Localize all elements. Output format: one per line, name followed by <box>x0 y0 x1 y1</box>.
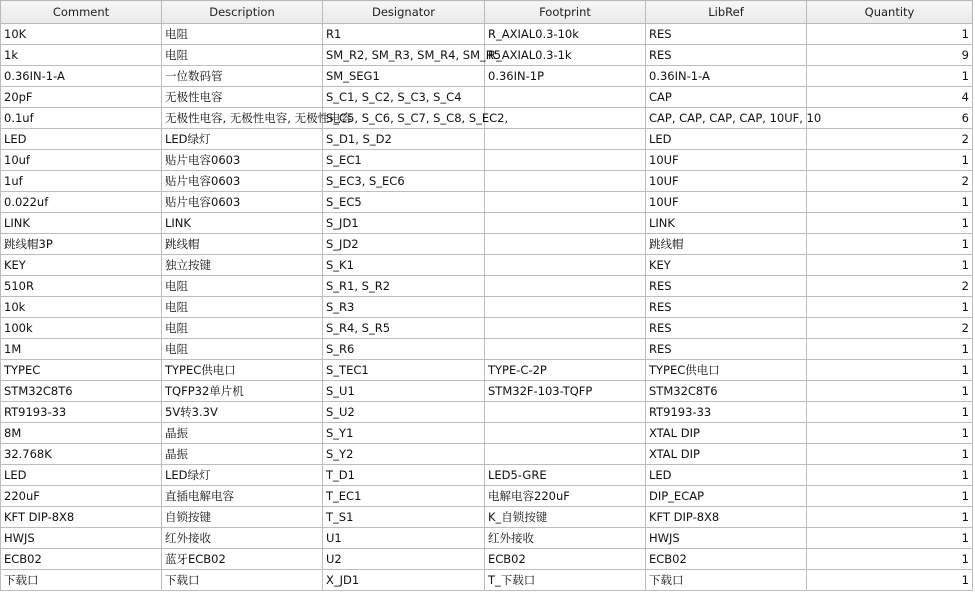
footprint-cell[interactable]: TYPE-C-2P <box>485 360 646 381</box>
quantity-cell[interactable]: 1 <box>807 423 973 444</box>
footprint-cell[interactable] <box>485 318 646 339</box>
comment-cell[interactable]: STM32C8T6 <box>1 381 162 402</box>
libref-cell[interactable]: KEY <box>646 255 807 276</box>
libref-cell[interactable]: ECB02 <box>646 549 807 570</box>
comment-cell[interactable]: 510R <box>1 276 162 297</box>
quantity-cell[interactable]: 1 <box>807 528 973 549</box>
table-row[interactable] <box>1 549 973 570</box>
quantity-cell[interactable]: 1 <box>807 486 973 507</box>
table-row[interactable] <box>1 381 973 402</box>
designator-cell[interactable]: S_D1, S_D2 <box>323 129 485 150</box>
footprint-cell[interactable] <box>485 255 646 276</box>
comment-cell[interactable]: LINK <box>1 213 162 234</box>
footprint-cell[interactable] <box>485 108 646 129</box>
description-cell[interactable]: TQFP32单片机 <box>162 381 323 402</box>
libref-cell[interactable]: HWJS <box>646 528 807 549</box>
libref-cell[interactable]: CAP <box>646 87 807 108</box>
libref-cell[interactable]: RES <box>646 45 807 66</box>
comment-cell[interactable]: 跳线帽3P <box>1 234 162 255</box>
comment-cell[interactable]: 0.36IN-1-A <box>1 66 162 87</box>
designator-cell[interactable]: U2 <box>323 549 485 570</box>
quantity-cell[interactable]: 2 <box>807 318 973 339</box>
libref-cell[interactable]: 0.36IN-1-A <box>646 66 807 87</box>
comment-cell[interactable]: 10K <box>1 24 162 45</box>
description-cell[interactable]: LINK <box>162 213 323 234</box>
footprint-cell[interactable] <box>485 171 646 192</box>
comment-cell[interactable]: 0.1uf <box>1 108 162 129</box>
footprint-cell[interactable]: ECB02 <box>485 549 646 570</box>
table-row[interactable] <box>1 339 973 360</box>
designator-cell[interactable]: S_EC5 <box>323 192 485 213</box>
libref-cell[interactable]: LED <box>646 465 807 486</box>
table-row[interactable] <box>1 486 973 507</box>
table-row[interactable] <box>1 24 973 45</box>
comment-cell[interactable]: 8M <box>1 423 162 444</box>
description-cell[interactable]: 电阻 <box>162 297 323 318</box>
quantity-cell[interactable]: 1 <box>807 402 973 423</box>
footprint-cell[interactable]: K_自锁按键 <box>485 507 646 528</box>
footprint-cell[interactable]: LED5-GRE <box>485 465 646 486</box>
libref-cell[interactable]: 10UF <box>646 192 807 213</box>
description-cell[interactable]: 红外接收 <box>162 528 323 549</box>
footprint-cell[interactable]: 红外接收 <box>485 528 646 549</box>
libref-cell[interactable]: RES <box>646 276 807 297</box>
footprint-cell[interactable]: 电解电容220uF <box>485 486 646 507</box>
table-row[interactable] <box>1 234 973 255</box>
comment-cell[interactable]: 10k <box>1 297 162 318</box>
libref-cell[interactable]: 下载口 <box>646 570 807 591</box>
designator-cell[interactable]: S_R1, S_R2 <box>323 276 485 297</box>
description-cell[interactable]: 直插电解电容 <box>162 486 323 507</box>
designator-cell[interactable]: S_JD1 <box>323 213 485 234</box>
quantity-cell[interactable]: 1 <box>807 549 973 570</box>
footprint-cell[interactable] <box>485 444 646 465</box>
table-row[interactable] <box>1 129 973 150</box>
quantity-cell[interactable]: 1 <box>807 24 973 45</box>
comment-cell[interactable]: 100k <box>1 318 162 339</box>
description-cell[interactable]: 电阻 <box>162 24 323 45</box>
description-cell[interactable]: 无极性电容, 无极性电容, 无极性电容 <box>162 108 323 129</box>
description-cell[interactable]: 电阻 <box>162 276 323 297</box>
libref-cell[interactable]: TYPEC供电口 <box>646 360 807 381</box>
table-row[interactable] <box>1 171 973 192</box>
table-row[interactable] <box>1 444 973 465</box>
libref-cell[interactable]: CAP, CAP, CAP, CAP, 10UF, 10 <box>646 108 807 129</box>
designator-cell[interactable]: S_EC1 <box>323 150 485 171</box>
footprint-cell[interactable]: R_AXIAL0.3-10k <box>485 24 646 45</box>
description-cell[interactable]: 电阻 <box>162 339 323 360</box>
designator-cell[interactable]: S_R4, S_R5 <box>323 318 485 339</box>
designator-cell[interactable]: S_Y1 <box>323 423 485 444</box>
comment-cell[interactable]: 1uf <box>1 171 162 192</box>
description-cell[interactable]: 蓝牙ECB02 <box>162 549 323 570</box>
quantity-cell[interactable]: 6 <box>807 108 973 129</box>
quantity-cell[interactable]: 1 <box>807 234 973 255</box>
column-header-designator[interactable]: Designator <box>323 1 485 24</box>
description-cell[interactable]: 贴片电容0603 <box>162 171 323 192</box>
description-cell[interactable]: 自锁按键 <box>162 507 323 528</box>
table-row[interactable] <box>1 318 973 339</box>
designator-cell[interactable]: S_U2 <box>323 402 485 423</box>
description-cell[interactable]: 电阻 <box>162 318 323 339</box>
designator-cell[interactable]: S_K1 <box>323 255 485 276</box>
footprint-cell[interactable] <box>485 423 646 444</box>
table-row[interactable] <box>1 87 973 108</box>
description-cell[interactable]: 一位数码管 <box>162 66 323 87</box>
description-cell[interactable]: 独立按键 <box>162 255 323 276</box>
comment-cell[interactable]: LED <box>1 129 162 150</box>
table-row[interactable] <box>1 213 973 234</box>
footprint-cell[interactable]: R_AXIAL0.3-1k <box>485 45 646 66</box>
designator-cell[interactable]: X_JD1 <box>323 570 485 591</box>
column-header-comment[interactable]: Comment <box>1 1 162 24</box>
libref-cell[interactable]: LINK <box>646 213 807 234</box>
table-row[interactable] <box>1 402 973 423</box>
designator-cell[interactable]: T_S1 <box>323 507 485 528</box>
footprint-cell[interactable] <box>485 234 646 255</box>
table-row[interactable] <box>1 66 973 87</box>
libref-cell[interactable]: STM32C8T6 <box>646 381 807 402</box>
comment-cell[interactable]: 32.768K <box>1 444 162 465</box>
designator-cell[interactable]: T_D1 <box>323 465 485 486</box>
table-header <box>1 1 973 24</box>
quantity-cell[interactable]: 1 <box>807 381 973 402</box>
description-cell[interactable]: TYPEC供电口 <box>162 360 323 381</box>
comment-cell[interactable]: 1k <box>1 45 162 66</box>
designator-cell[interactable]: T_EC1 <box>323 486 485 507</box>
quantity-cell[interactable]: 2 <box>807 171 973 192</box>
comment-cell[interactable]: 0.022uf <box>1 192 162 213</box>
designator-cell[interactable]: S_EC3, S_EC6 <box>323 171 485 192</box>
libref-cell[interactable]: LED <box>646 129 807 150</box>
quantity-cell[interactable]: 1 <box>807 507 973 528</box>
comment-cell[interactable]: 下载口 <box>1 570 162 591</box>
quantity-cell[interactable]: 1 <box>807 360 973 381</box>
libref-cell[interactable]: RES <box>646 318 807 339</box>
quantity-cell[interactable]: 1 <box>807 66 973 87</box>
libref-cell[interactable]: 10UF <box>646 150 807 171</box>
libref-cell[interactable]: DIP_ECAP <box>646 486 807 507</box>
quantity-cell[interactable]: 1 <box>807 213 973 234</box>
table-row[interactable] <box>1 45 973 66</box>
libref-cell[interactable]: KFT DIP-8X8 <box>646 507 807 528</box>
libref-cell[interactable]: RES <box>646 339 807 360</box>
table-row[interactable] <box>1 360 973 381</box>
header-row <box>1 1 973 24</box>
description-cell[interactable]: 电阻 <box>162 45 323 66</box>
footprint-cell[interactable]: 0.36IN-1P <box>485 66 646 87</box>
table-row[interactable] <box>1 570 973 591</box>
footprint-cell[interactable] <box>485 129 646 150</box>
comment-cell[interactable]: KEY <box>1 255 162 276</box>
description-cell[interactable]: 无极性电容 <box>162 87 323 108</box>
comment-cell[interactable]: 1M <box>1 339 162 360</box>
table-row[interactable] <box>1 108 973 129</box>
designator-cell[interactable]: S_R3 <box>323 297 485 318</box>
quantity-cell[interactable]: 1 <box>807 465 973 486</box>
table-row[interactable] <box>1 465 973 486</box>
libref-cell[interactable]: XTAL DIP <box>646 423 807 444</box>
quantity-cell[interactable]: 1 <box>807 150 973 171</box>
comment-cell[interactable]: 10uf <box>1 150 162 171</box>
libref-cell[interactable]: RES <box>646 297 807 318</box>
quantity-cell[interactable]: 1 <box>807 444 973 465</box>
table-body <box>1 24 973 591</box>
table-row[interactable] <box>1 192 973 213</box>
quantity-cell[interactable]: 1 <box>807 255 973 276</box>
libref-cell[interactable]: 10UF <box>646 171 807 192</box>
table-row[interactable] <box>1 528 973 549</box>
comment-cell[interactable]: LED <box>1 465 162 486</box>
footprint-cell[interactable] <box>485 297 646 318</box>
designator-cell[interactable]: S_C1, S_C2, S_C3, S_C4 <box>323 87 485 108</box>
description-cell[interactable]: 跳线帽 <box>162 234 323 255</box>
quantity-cell[interactable]: 2 <box>807 129 973 150</box>
table-row[interactable] <box>1 150 973 171</box>
designator-cell[interactable]: SM_R2, SM_R3, SM_R4, SM_R5 <box>323 45 485 66</box>
description-cell[interactable]: LED绿灯 <box>162 129 323 150</box>
designator-cell[interactable]: U1 <box>323 528 485 549</box>
comment-cell[interactable]: HWJS <box>1 528 162 549</box>
description-cell[interactable]: 贴片电容0603 <box>162 192 323 213</box>
description-cell[interactable]: 5V转3.3V <box>162 402 323 423</box>
quantity-cell[interactable]: 2 <box>807 276 973 297</box>
comment-cell[interactable]: 220uF <box>1 486 162 507</box>
footprint-cell[interactable]: STM32F-103-TQFP <box>485 381 646 402</box>
libref-cell[interactable]: XTAL DIP <box>646 444 807 465</box>
column-header-libref[interactable]: LibRef <box>646 1 807 24</box>
libref-cell[interactable]: 跳线帽 <box>646 234 807 255</box>
comment-cell[interactable]: RT9193-33 <box>1 402 162 423</box>
comment-cell[interactable]: KFT DIP-8X8 <box>1 507 162 528</box>
comment-cell[interactable]: ECB02 <box>1 549 162 570</box>
quantity-cell[interactable]: 1 <box>807 339 973 360</box>
footprint-cell[interactable]: T_下载口 <box>485 570 646 591</box>
quantity-cell[interactable]: 1 <box>807 570 973 591</box>
table-row[interactable] <box>1 507 973 528</box>
designator-cell[interactable]: R1 <box>323 24 485 45</box>
quantity-cell[interactable]: 1 <box>807 297 973 318</box>
footprint-cell[interactable] <box>485 213 646 234</box>
footprint-cell[interactable] <box>485 402 646 423</box>
table-row[interactable] <box>1 423 973 444</box>
description-cell[interactable]: 贴片电容0603 <box>162 150 323 171</box>
footprint-cell[interactable] <box>485 192 646 213</box>
designator-cell[interactable]: S_C5, S_C6, S_C7, S_C8, S_EC2, <box>323 108 485 129</box>
comment-cell[interactable]: 20pF <box>1 87 162 108</box>
libref-cell[interactable]: RES <box>646 24 807 45</box>
description-cell[interactable]: 晶振 <box>162 423 323 444</box>
description-cell[interactable]: LED绿灯 <box>162 465 323 486</box>
designator-cell[interactable]: S_U1 <box>323 381 485 402</box>
table-row[interactable] <box>1 276 973 297</box>
designator-cell[interactable]: S_TEC1 <box>323 360 485 381</box>
designator-cell[interactable]: SM_SEG1 <box>323 66 485 87</box>
table-row[interactable] <box>1 297 973 318</box>
column-header-quantity[interactable]: Quantity <box>807 1 973 24</box>
comment-cell[interactable]: TYPEC <box>1 360 162 381</box>
footprint-cell[interactable] <box>485 276 646 297</box>
designator-cell[interactable]: S_JD2 <box>323 234 485 255</box>
footprint-cell[interactable] <box>485 150 646 171</box>
quantity-cell[interactable]: 1 <box>807 192 973 213</box>
footprint-cell[interactable] <box>485 87 646 108</box>
designator-cell[interactable]: S_R6 <box>323 339 485 360</box>
description-cell[interactable]: 晶振 <box>162 444 323 465</box>
column-header-footprint[interactable]: Footprint <box>485 1 646 24</box>
footprint-cell[interactable] <box>485 339 646 360</box>
libref-cell[interactable]: RT9193-33 <box>646 402 807 423</box>
designator-cell[interactable]: S_Y2 <box>323 444 485 465</box>
description-cell[interactable]: 下载口 <box>162 570 323 591</box>
quantity-cell[interactable]: 9 <box>807 45 973 66</box>
quantity-cell[interactable]: 4 <box>807 87 973 108</box>
column-header-description[interactable]: Description <box>162 1 323 24</box>
table-row[interactable] <box>1 255 973 276</box>
